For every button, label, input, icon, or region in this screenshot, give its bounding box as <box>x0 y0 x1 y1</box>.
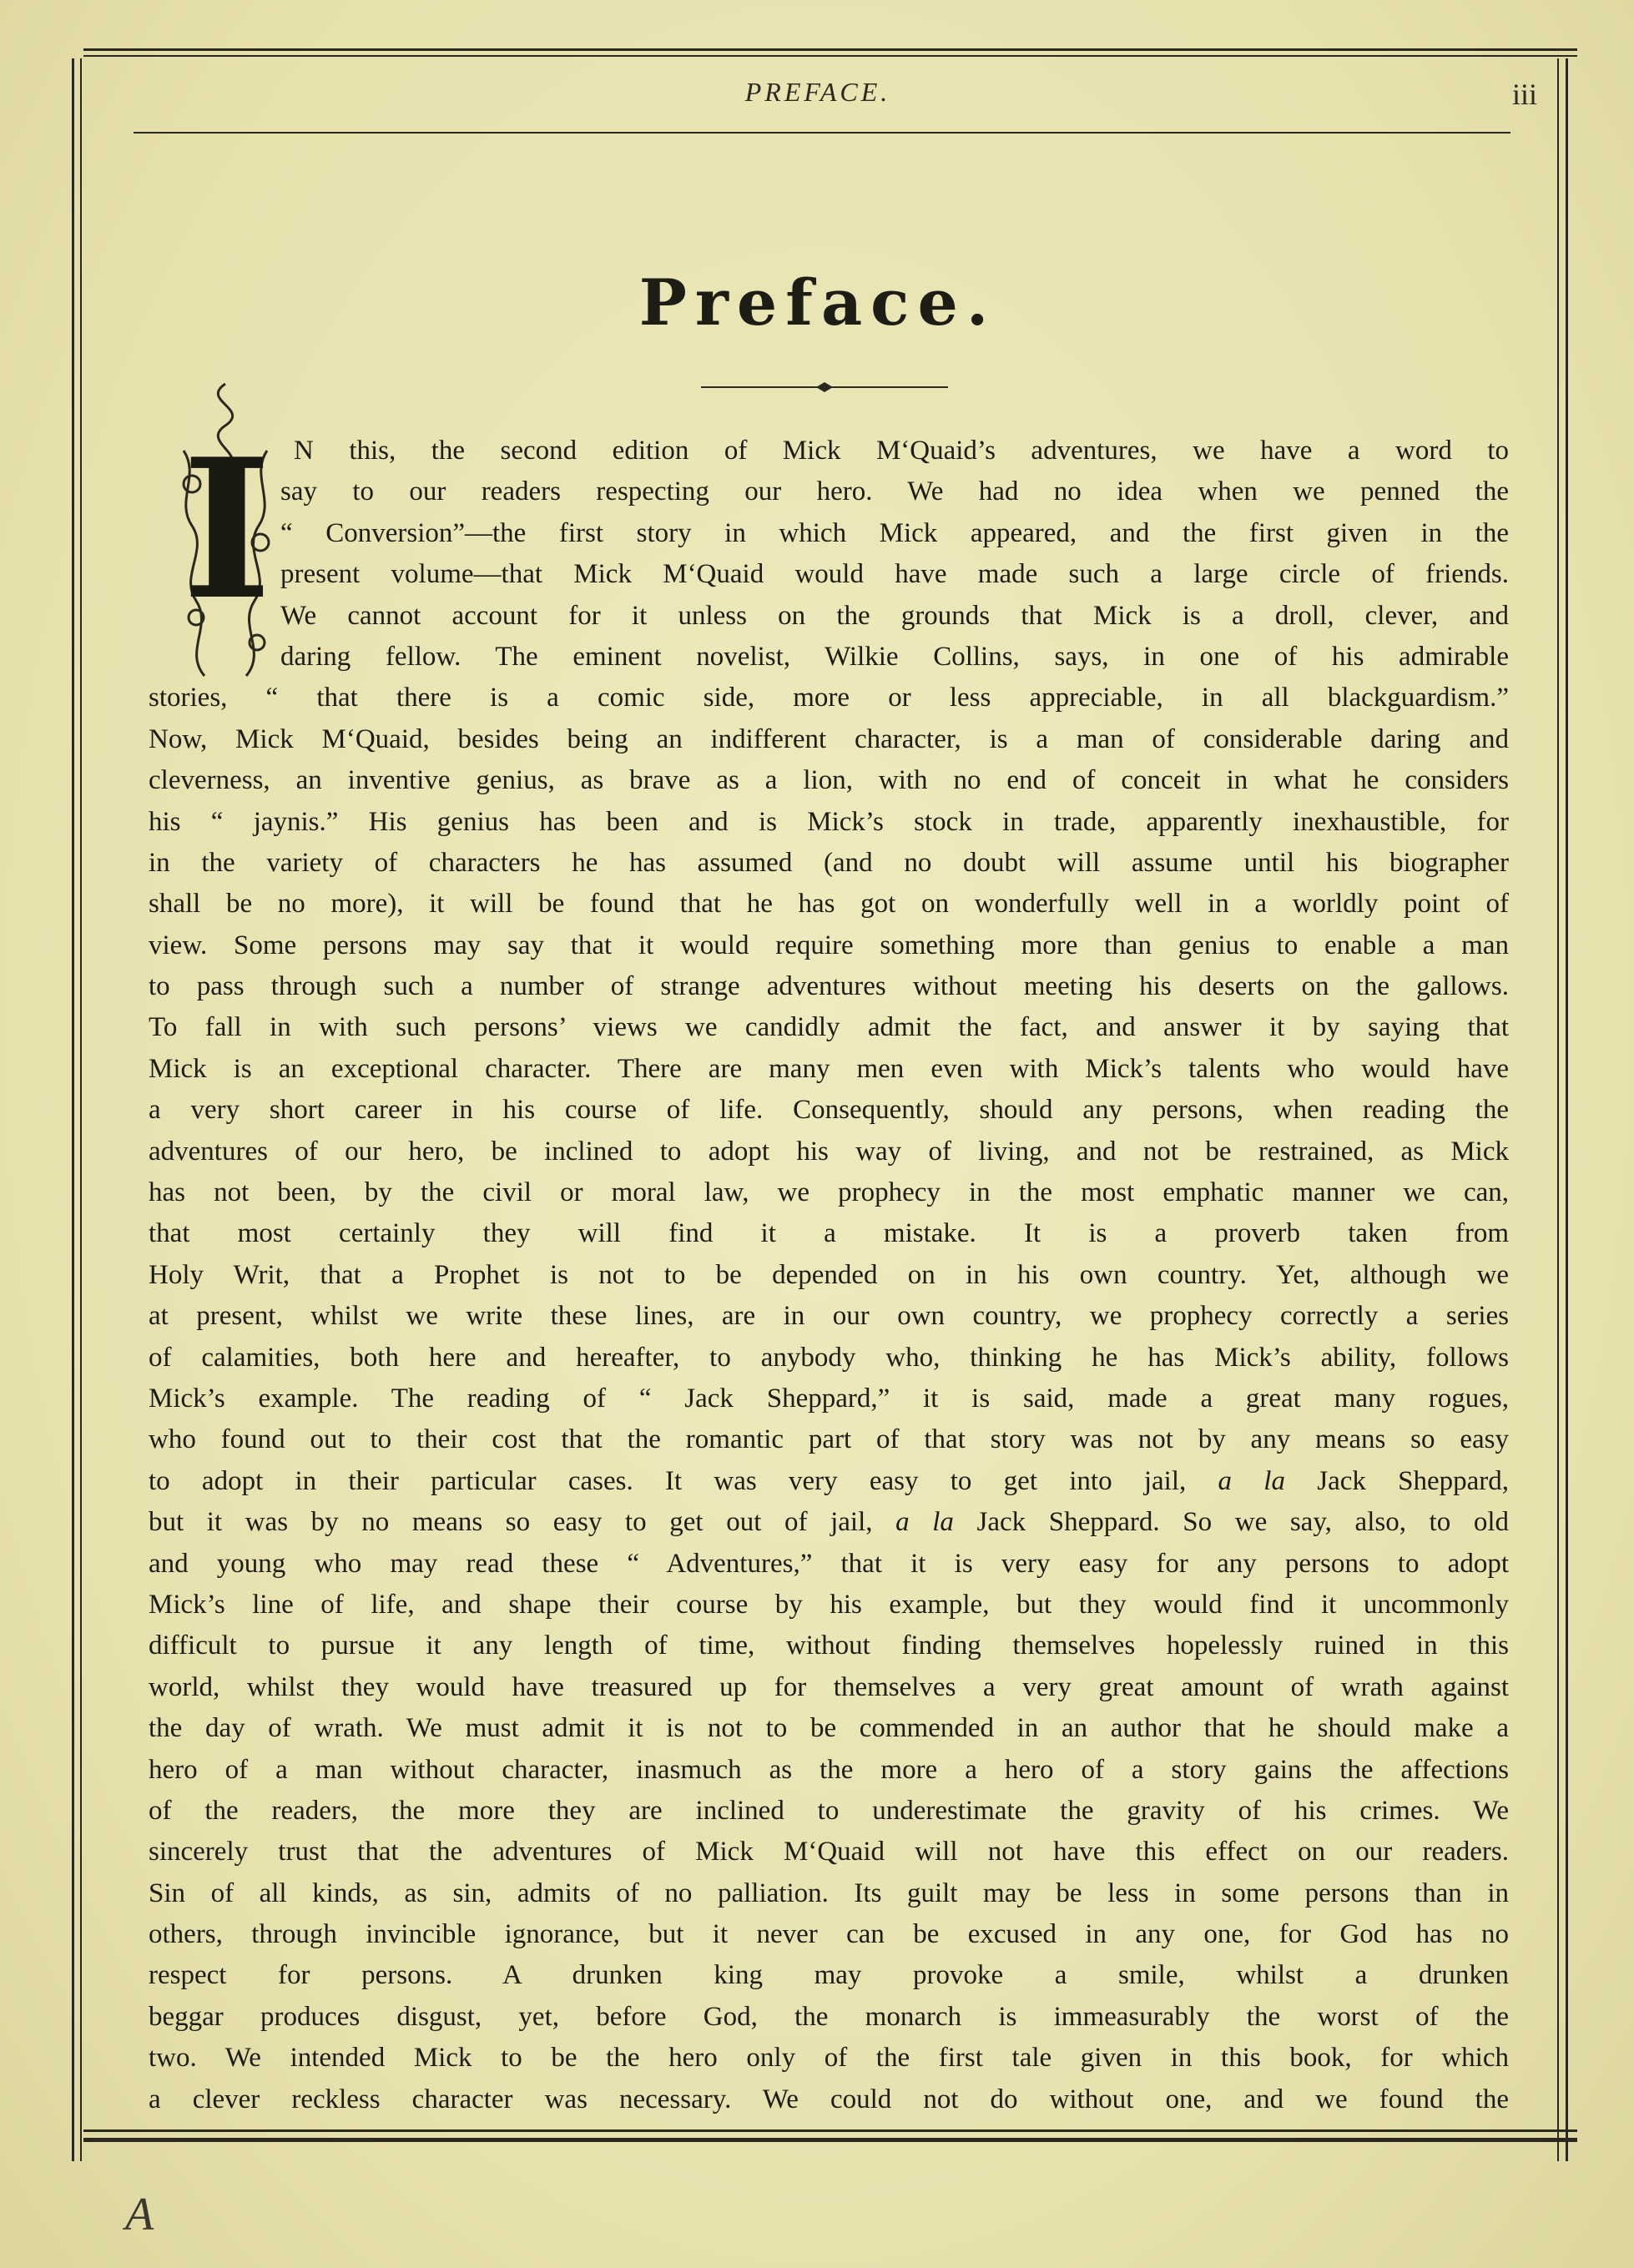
frame-bottom-rule-thick <box>83 2138 1577 2142</box>
preface-body <box>149 417 1509 2120</box>
frame-bottom-rule <box>83 2129 1577 2132</box>
text-line: “ Conversion”—the first story in which Mick appeared, and the first given in the <box>280 517 1509 548</box>
text-line: and young who may read these “ Adventures,” that it is very easy for any persons to adopt <box>149 1548 1509 1579</box>
text-line: others, through invincible ignorance, but it never can be excused in any one, for God has no <box>149 1919 1509 1950</box>
text-line: say to our readers respecting our hero. We had no idea when we penned the <box>280 476 1509 507</box>
text-line: at present, whilst we write these lines, are in our own country, we prophecy correctly a series <box>149 1301 1509 1332</box>
running-head: PREFACE. <box>744 77 891 107</box>
text-line: Mick is an exceptional character. There are many men even with Mick’s talents who would have <box>149 1053 1509 1084</box>
margin-handwritten-mark: A <box>125 2189 154 2240</box>
text-line: daring fellow. The eminent novelist, Wilkie Collins, says, in one of his admirable <box>280 641 1509 672</box>
text-line: Mick’s example. The reading of “ Jack Sheppard,” it is said, made a great many rogues, <box>149 1383 1509 1414</box>
text-line: adventures of our hero, be inclined to adopt his way of living, and not be restrained, as Mick <box>149 1136 1509 1167</box>
text-line: present volume—that Mick M‘Quaid would have made such a large circle of friends. <box>280 559 1509 590</box>
text-line: stories, “ that there is a comic side, more or less appreciable, in all blackguardism.” <box>149 683 1509 713</box>
title-ornament-rule <box>701 381 948 394</box>
text-line: his “ jaynis.” His genius has been and is Mick’s stock in trade, apparently inexhaustible, for <box>149 806 1509 837</box>
italic-phrase: a la <box>895 1507 954 1538</box>
text-line: who found out to their cost that the romantic part of that story was not by any means so easy <box>149 1424 1509 1455</box>
text-line: N this, the second edition of Mick M‘Quaid’s adventures, we have a word to <box>294 436 1509 466</box>
text-line: Now, Mick M‘Quaid, besides being an indifferent character, is a man of considerable daring and <box>149 723 1509 754</box>
frame-left-rule <box>72 58 74 2161</box>
italic-phrase: a la <box>1218 1465 1285 1496</box>
text-line: of calamities, both here and hereafter, to anybody who, thinking he has Mick’s ability, follows <box>149 1342 1509 1373</box>
text-line: in the variety of characters he has assumed (and no doubt will assume until his biographer <box>149 847 1509 878</box>
text-line: the day of wrath. We must admit it is not to be commended in an author that he should make a <box>149 1713 1509 1744</box>
page-number: iii <box>1511 78 1537 111</box>
frame-right-rule <box>1566 58 1568 2161</box>
frame-right-rule-inner <box>1557 58 1559 2161</box>
text-line: Mick’s line of life, and shape their course by his example, but they would find it uncommonly <box>149 1589 1509 1620</box>
text-line: cleverness, an inventive genius, as brave as a lion, with no end of conceit in what he considers <box>149 765 1509 796</box>
text-line: a very short career in his course of life. Consequently, should any persons, when reading the <box>149 1095 1509 1126</box>
frame-top-rule <box>83 48 1577 51</box>
text-line: shall be no more), it will be found that he has got on wonderfully well in a worldly point of <box>149 889 1509 920</box>
text-line: Sin of all kinds, as sin, admits of no palliation. Its guilt may be less in some persons than in <box>149 1877 1509 1908</box>
text-line: difficult to pursue it any length of time, without finding themselves hopelessly ruined in this <box>149 1630 1509 1661</box>
frame-left-rule-inner <box>80 58 82 2161</box>
text-line: to pass through such a number of strange adventures without meeting his deserts on the gallows. <box>149 971 1509 1002</box>
text-line: of the readers, the more they are inclined to underestimate the gravity of his crimes. We <box>149 1795 1509 1826</box>
frame-top-rule-inner <box>83 55 1577 57</box>
text-line: To fall in with such persons’ views we candidly admit the fact, and answer it by saying that <box>149 1012 1509 1043</box>
text-line: but it was by no means so easy to get out of jail, a la Jack Sheppard. So we say, also, to old <box>149 1507 1509 1538</box>
text-line: respect for persons. A drunken king may provoke a smile, whilst a drunken <box>149 1960 1509 1991</box>
text-line: Holy Writ, that a Prophet is not to be depended on in his own country. Yet, although we <box>149 1259 1509 1290</box>
page-title: Preface. <box>638 265 997 340</box>
text-line: has not been, by the civil or moral law, we prophecy in the most emphatic manner we can, <box>149 1177 1509 1208</box>
text-line: a clever reckless character was necessary. We could not do without one, and we found the <box>149 2084 1509 2114</box>
text-line: two. We intended Mick to be the hero only of the first tale given in this book, for which <box>149 2043 1509 2074</box>
text-line: hero of a man without character, inasmuch as the more a hero of a story gains the affections <box>149 1754 1509 1785</box>
text-line: sincerely trust that the adventures of Mick M‘Quaid will not have this effect on our readers. <box>149 1837 1509 1867</box>
header-rule <box>134 132 1510 134</box>
text-line: view. Some persons may say that it would require something more than genius to enable a man <box>149 930 1509 960</box>
text-line: to adopt in their particular cases. It was very easy to get into jail, a la Jack Sheppard, <box>149 1465 1509 1496</box>
text-line: that most certainly they will find it a mistake. It is a proverb taken from <box>149 1218 1509 1249</box>
text-line: beggar produces disgust, yet, before God, the monarch is immeasurably the worst of the <box>149 2001 1509 2032</box>
text-line: We cannot account for it unless on the grounds that Mick is a droll, clever, and <box>280 600 1509 631</box>
text-line: world, whilst they would have treasured up for themselves a very great amount of wrath against <box>149 1671 1509 1702</box>
initial-letter: I <box>182 417 272 643</box>
